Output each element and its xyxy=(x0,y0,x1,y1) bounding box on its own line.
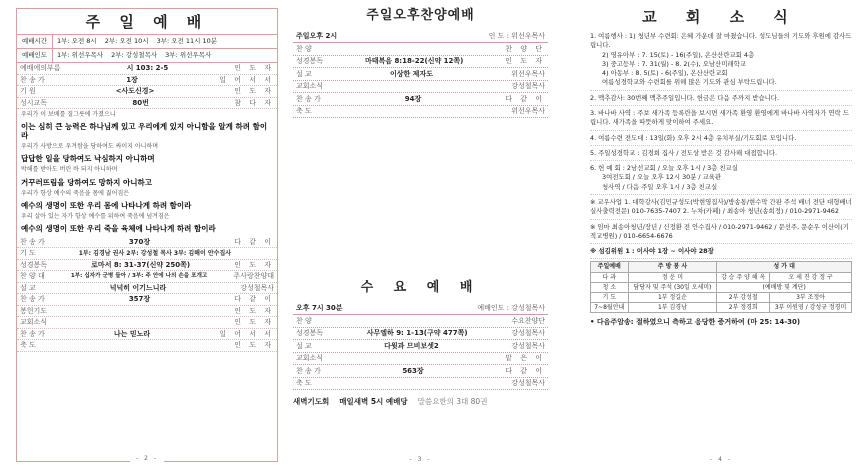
time-1: 1부: 오전 8시 xyxy=(57,36,97,45)
memory-verse: • 다음주암송: 절하였으니 측하고 응당한 증거하여 (마 25: 14-30) xyxy=(590,318,801,327)
verse-line: 예수의 생명이 또한 우리 죽을 육체에 나타나게 하려 함이라 xyxy=(21,223,216,233)
sunday-service-page xyxy=(16,8,278,462)
order-row: 성경봉독 로마서 8: 31-37(신약 250쪽) 인 도 자 xyxy=(17,260,277,272)
verse-line: 우리 살아 있는 자가 항상 예수를 위하여 죽음에 넘겨짐은 xyxy=(21,212,170,220)
order-row: 예배에의부름 시 103: 2-5 인 도 자 xyxy=(17,63,277,75)
order-row: 찬 송 가 나는 믿노라 일 어 서 서 xyxy=(17,329,277,341)
page-title: 주일오후찬양예배 xyxy=(366,8,475,23)
order-row: 축 도 강성철목사 xyxy=(293,378,548,391)
dawn-label: 새벽기도회 xyxy=(293,397,330,407)
order-row: 찬 송 가 370장 다 같 이 xyxy=(17,237,277,249)
order-row: 찬 양 대 1부: 십자가 군병 들아 / 3부: 주 안에 나의 손을 포개고 주사랑찬양대 xyxy=(17,271,277,283)
news-item: 5. 주일성경학교 : 김경희 집사 / 전도상 받은 것 감사해 대접합니다. xyxy=(590,146,852,161)
order-row: 교회소식 인 도 자 xyxy=(17,317,277,329)
order-row: 찬 양 수요찬양단 xyxy=(293,315,548,328)
news-list xyxy=(590,29,852,259)
order-row: 성경봉독 마태복음 8:18-22(신약 12쪽) 인 도 자 xyxy=(293,56,548,69)
page-number: - 4 - xyxy=(590,456,852,463)
service-times-row xyxy=(17,35,277,49)
preacher-3: 3부: 위선우목사 xyxy=(165,50,212,59)
page-title: 주 일 예 배 xyxy=(17,9,277,35)
order-row: 교회소식 맡 은 이 xyxy=(293,353,548,366)
page-number: - 2 - xyxy=(17,455,277,462)
order-row: 찬 송 가 563장 다 같 이 xyxy=(293,365,548,378)
news-item: 2. 맥추감사: 30번째 맥추주일입니다. 헌금은 다음 주까지 받습니다. xyxy=(590,91,852,106)
page-title: 교 회 소 식 xyxy=(642,8,800,26)
wednesday-title: 수 요 예 배 xyxy=(360,280,481,295)
order-row: 봉헌기도 인 도 자 xyxy=(17,306,277,318)
order-row: 설 교 넉넉히 이기느니라 강성철목사 xyxy=(17,283,277,295)
order-row: 교회소식 강성철목사 xyxy=(293,81,548,94)
prayer-notice: ※ 임마 최송아청년/장년 / 신정환 전 안수집사 / 010-2971-9462 / 문선주, 문순우 이산이(기적교병원) / 010-6654-6676 xyxy=(590,220,852,245)
time-2: 2부: 오전 10시 xyxy=(104,36,149,45)
verse-line: 예수의 생명이 또한 우리 몸에 나타나게 하려 함이라 xyxy=(21,200,192,210)
wednesday-service xyxy=(293,280,548,406)
service-preachers-row xyxy=(17,49,277,63)
service-header: 주일오후 2시 인 도 : 위선우목사 xyxy=(293,31,548,44)
time-3: 3부: 오전 11시 10분 xyxy=(156,36,218,45)
dawn-note: 말씀요한의 3대 80권 xyxy=(417,397,488,407)
news-item: 4. 여름수련 전도대 : 13일(화) 오후 2시 4층 유치부실/기도회로 모입니다. xyxy=(590,131,852,146)
news-item: 3. 바나바 사역 : 주보 새가족 등록란을 보시면 새가족 환영 환영에게 바나바 사역자가 연락 드립니다. 새가족을 따뜻하게 맞이하여 주세요. xyxy=(590,106,852,131)
table-row: 다 과 정 운 미 강 승 주 양 해 옥 오 세 진 강 정 구 xyxy=(591,272,852,282)
order-row: 찬 송 가 357장 다 같 이 xyxy=(17,294,277,306)
verse-line: 거꾸러뜨림을 당하여도 망하지 아니하고 xyxy=(21,177,152,187)
verse-line: 답답한 일을 당하여도 낙심하지 아니하며 xyxy=(21,154,155,164)
business-notice: ※ 교우사업 1. 대학강사(김민규성도(박현영집사)/방송통/현수막 간판 주석 배너 전단 대형배너 실사출력전문) 010-7635-7407 2. 누차(카페) / 최송아 청년(송희정) / 010-2971-9462 xyxy=(590,195,852,220)
news-item: 6. 헌 예 회 : 2남선교회 / 오늘 오후 1시 / 3층 친교실 3여전도회 / 오늘 오후 12시 30분 / 교육관 청사역 / 다음 주일 오후 1시 / 3층 친교실 xyxy=(590,161,852,195)
table-row: 기 도 1부 정길순 2부 강성철 3부 조정아 xyxy=(591,292,852,302)
order-row: 찬 양 찬 양 단 xyxy=(293,43,548,56)
table-row: 청 소 담당자 및 주석 (30일 오세미) (예배방 및 계단) xyxy=(591,282,852,292)
church-news-page xyxy=(590,8,852,462)
preacher-2: 2부: 강성철목사 xyxy=(111,50,158,59)
order-row: 축 도 위선우목사 xyxy=(293,106,548,119)
order-row: 성경봉독 사무엘하 9: 1-13(구약 477쪽) 강성철목사 xyxy=(293,328,548,341)
dawn-time: 매일새벽 5시 예배당 xyxy=(339,397,408,407)
order-row: 성시교독 80번 참 다 자 xyxy=(17,98,277,110)
order-row: 기 원 <사도신경> 인 도 자 xyxy=(17,86,277,98)
order-bottom xyxy=(17,237,277,352)
reading-plan: ※ 섬김위원 1 : 이사야 1장 ~ 이사야 28장 xyxy=(590,244,852,259)
preachers-label: 예배인도 xyxy=(17,49,53,62)
verse-line: 이는 심히 큰 능력은 하나님께 있고 우리에게 있지 아니함을 알게 하려 함이라 xyxy=(21,122,268,141)
preacher-1: 1부: 위선우목사 xyxy=(57,50,104,59)
order-row: 설 교 다윗과 므비보셋2 강성철목사 xyxy=(293,340,548,353)
responsive-reading xyxy=(17,109,277,234)
service-header: 오후 7시 30분 예배인도 : 강성철목사 xyxy=(293,303,548,316)
order-row: 기 도 1부: 김경남 권사 2부: 강성철 목사 3부: 김해이 안수집사 xyxy=(17,248,277,260)
afternoon-service-page xyxy=(293,8,548,462)
page-number: - 3 - xyxy=(293,456,548,463)
verse-line: 우리가 사방으로 우겨쌈을 당하여도 싸이지 아니하며 xyxy=(21,143,159,151)
verse-line: 우리가 항상 예수의 죽음을 몸에 짊어짐은 xyxy=(21,189,130,197)
news-item: 1. 여름행사 : 1) 청년부 수련회: 은혜 가운데 잘 마쳤습니다. 성도님들의 기도와 후원에 감사드립니다. 2) 영유아부 : 7. 15(토) - 16(주일), 온산산란교회 4층 3) 중고등부 : 7. 31(월) - 8. 2(수), 오남산미래학교 4) 아동부 : 8. 5(토) - 6(주일), 온산산란교회 여름성경학교와 수련회를 위해 많은 기도와 관심 부탁드립니다. xyxy=(590,29,852,91)
order-row: 축 도 인 도 자 xyxy=(17,340,277,352)
verse-line: 우리가 이 보배를 질그릇에 가졌으니 xyxy=(21,111,116,118)
order-top xyxy=(17,63,277,109)
verse-line: 박해를 받아도 버린 바 되지 아니하며 xyxy=(21,166,118,174)
order-row: 설 교 이상한 제자도 위선우목사 xyxy=(293,68,548,81)
table-row: 7~8월안내 1부 김경남 2부 정경희 3부 이원영 / 강성규 정경미 xyxy=(591,303,852,313)
duty-table: 주일예배 주 방 봉 사 성 가 대 다 과 정 운 미 강 승 주 양 해 옥 오 세 진 강 정 구 청 소 담당자 및 주석 (30일 오세미) (예배방 및 계단) 기 도 1부 정길순 2부 강성철 3부 조정아 7~8월안내 1부 김경남 2부 정경희 3부 이원영 / 강성규 정경미 xyxy=(590,261,852,313)
order-row: 찬 송 가 1장 일 어 서 서 xyxy=(17,75,277,87)
order-row: 찬 송 가 94장 다 같 이 xyxy=(293,93,548,106)
times-label: 예배시간 xyxy=(17,35,53,48)
dawn-prayer xyxy=(293,397,548,406)
